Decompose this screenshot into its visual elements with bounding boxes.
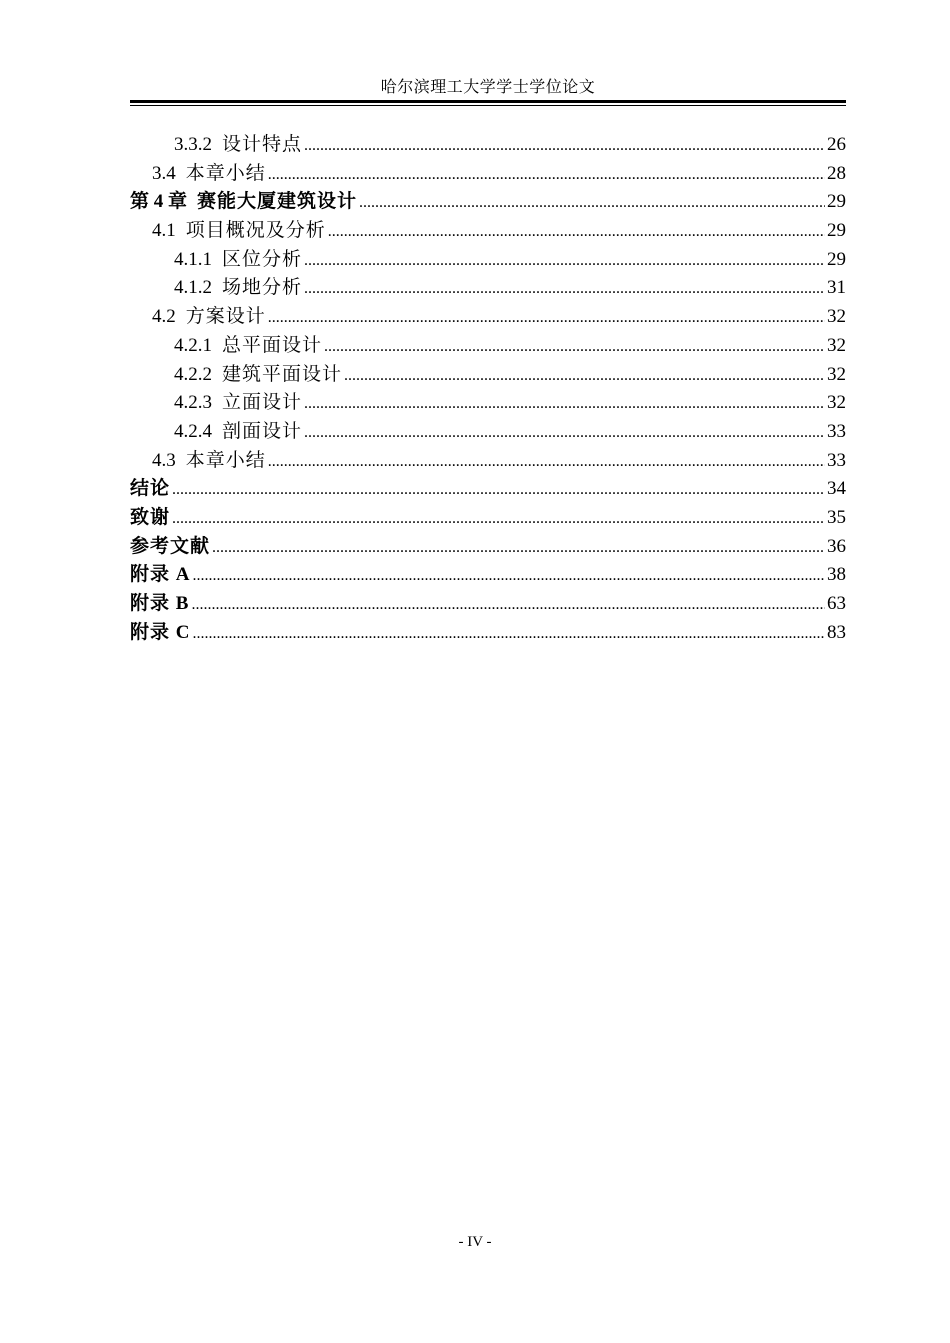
toc-entry-page: 33 <box>827 449 846 471</box>
toc-entry-page: 34 <box>827 478 846 500</box>
toc-dot-leader <box>359 188 825 218</box>
toc-entry-title: 项目概况及分析 <box>185 220 326 242</box>
toc-entry-title: 致谢 <box>130 506 171 528</box>
toc-entry[interactable] <box>130 361 846 390</box>
header-rule-thin <box>130 105 846 106</box>
toc-entry-page: 28 <box>827 162 846 184</box>
toc-entry-page: 31 <box>827 277 846 299</box>
toc-entry-title: 方案设计 <box>185 306 266 328</box>
toc-entry-number: 4.1.1 <box>174 248 212 270</box>
toc-entry-title: 结论 <box>130 478 171 500</box>
toc-entry[interactable] <box>130 332 846 361</box>
toc-dot-leader <box>304 418 825 448</box>
toc-entry[interactable] <box>130 504 846 533</box>
toc-dot-leader <box>268 447 825 477</box>
toc-entry-title: 设计特点 <box>222 134 303 155</box>
toc-entry-title: 建筑平面设计 <box>222 363 343 385</box>
toc-entry[interactable] <box>130 475 846 504</box>
toc-entry-title: 剖面设计 <box>222 420 303 442</box>
toc-dot-leader <box>304 274 825 304</box>
toc-entry-title: 附录 A <box>130 564 191 586</box>
toc-entry-page: 32 <box>827 363 846 385</box>
toc-entry-number: 第 4 章 <box>130 191 188 213</box>
toc-entry-page: 29 <box>827 248 846 270</box>
toc-entry-page: 38 <box>827 564 846 586</box>
table-of-contents <box>130 131 846 647</box>
toc-entry-page: 29 <box>827 191 846 213</box>
toc-entry-title: 区位分析 <box>222 248 303 270</box>
toc-entry-title: 总平面设计 <box>222 334 323 356</box>
toc-entry[interactable] <box>130 217 846 246</box>
toc-entry-title: 本章小结 <box>185 162 266 184</box>
toc-dot-leader <box>268 160 825 190</box>
toc-entry[interactable] <box>130 160 846 189</box>
toc-entry[interactable] <box>130 533 846 562</box>
toc-entry-page: 35 <box>827 506 846 528</box>
toc-entry[interactable] <box>130 246 846 275</box>
toc-entry-title: 参考文献 <box>130 535 211 557</box>
toc-dot-leader <box>212 533 825 563</box>
page-number: - IV - <box>458 1234 492 1250</box>
toc-dot-leader <box>172 504 825 534</box>
toc-entry-number: 4.1 <box>152 220 176 242</box>
toc-entry-number: 3.4 <box>152 162 176 184</box>
toc-entry[interactable] <box>130 590 846 619</box>
toc-entry-page: 26 <box>827 134 846 155</box>
toc-entry-page: 32 <box>827 306 846 328</box>
toc-entry-page: 63 <box>827 593 846 614</box>
toc-entry-title: 赛能大厦建筑设计 <box>197 191 358 213</box>
toc-entry[interactable] <box>130 418 846 447</box>
toc-dot-leader <box>268 303 825 333</box>
toc-entry-title: 立面设计 <box>222 392 303 414</box>
toc-entry-page: 32 <box>827 334 846 356</box>
toc-dot-leader <box>344 361 825 391</box>
toc-entry[interactable] <box>130 303 846 332</box>
toc-dot-leader <box>324 332 825 362</box>
toc-dot-leader <box>192 561 825 591</box>
toc-entry-number: 4.2.1 <box>174 334 212 356</box>
toc-entry[interactable] <box>130 389 846 418</box>
toc-entry[interactable] <box>130 561 846 590</box>
toc-entry-page: 36 <box>827 535 846 557</box>
toc-entry[interactable] <box>130 131 846 160</box>
toc-entry-page: 29 <box>827 220 846 242</box>
toc-entry-number: 4.2.2 <box>174 363 212 385</box>
toc-entry[interactable] <box>130 188 846 217</box>
toc-dot-leader <box>304 131 825 161</box>
toc-entry-number: 4.2.3 <box>174 392 212 414</box>
toc-entry-title: 本章小结 <box>185 449 266 471</box>
toc-entry-number: 4.2 <box>152 306 176 328</box>
toc-entry[interactable] <box>130 447 846 476</box>
toc-entry-title: 场地分析 <box>222 277 303 299</box>
toc-entry-page: 83 <box>827 621 846 643</box>
toc-dot-leader <box>304 246 825 276</box>
toc-entry-title: 附录 C <box>130 621 191 643</box>
toc-entry-number: 4.3 <box>152 449 176 471</box>
toc-entry-number: 4.2.4 <box>174 420 212 442</box>
toc-dot-leader <box>192 619 825 649</box>
running-header: 哈尔滨理工大学学士学位论文 <box>380 79 596 96</box>
toc-entry-title: 附录 B <box>130 593 190 614</box>
toc-entry-number: 3.3.2 <box>174 134 212 155</box>
toc-entry-page: 33 <box>827 420 846 442</box>
toc-dot-leader <box>304 389 825 419</box>
toc-entry[interactable] <box>130 619 846 648</box>
toc-entry-page: 32 <box>827 392 846 414</box>
toc-dot-leader <box>172 475 825 505</box>
toc-entry-number: 4.1.2 <box>174 277 212 299</box>
header-rule-thick <box>130 100 846 103</box>
toc-dot-leader <box>191 590 825 620</box>
toc-dot-leader <box>328 217 825 247</box>
toc-entry[interactable] <box>130 274 846 303</box>
